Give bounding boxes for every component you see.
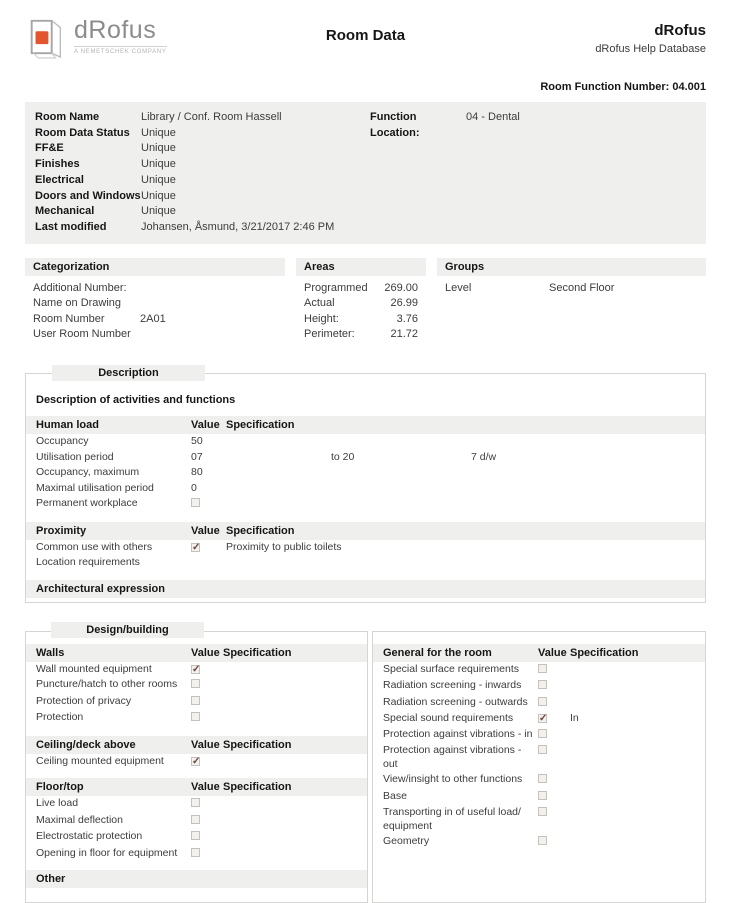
floor-row bbox=[26, 829, 367, 846]
row-label: Radiation screening - outwards bbox=[383, 696, 538, 710]
info-label: Room Name bbox=[35, 110, 141, 126]
field-label: Actual bbox=[304, 296, 335, 312]
row-label: Protection against vibrations - in bbox=[383, 728, 538, 742]
field-value: 3.76 bbox=[339, 312, 418, 328]
info-label: Room Data Status bbox=[35, 126, 141, 142]
human-load-table-header bbox=[26, 416, 705, 434]
room-function-number-value: 04.001 bbox=[672, 81, 706, 93]
row-spec: In bbox=[570, 712, 695, 726]
info-value: Johansen, Åsmund, 3/21/2017 2:46 PM bbox=[141, 220, 696, 236]
other-section-header: Other bbox=[26, 870, 367, 888]
field-label: Name on Drawing bbox=[33, 296, 140, 312]
row-value bbox=[538, 728, 570, 743]
general-row bbox=[373, 711, 705, 727]
row-value: 0 bbox=[191, 482, 226, 496]
specification-column-header: Specification bbox=[226, 525, 695, 537]
field-label: Additional Number: bbox=[33, 281, 140, 297]
field-value: 21.72 bbox=[355, 327, 418, 343]
room-summary-box bbox=[25, 102, 706, 244]
areas-header: Areas bbox=[296, 258, 426, 276]
row-value bbox=[191, 663, 223, 677]
floor-row bbox=[26, 813, 367, 830]
field-label: Programmed bbox=[304, 281, 368, 297]
row-label-line2: out bbox=[383, 758, 538, 772]
design-left-column bbox=[25, 631, 368, 903]
specification-column-header: Specification bbox=[570, 647, 695, 659]
checkbox bbox=[191, 696, 200, 705]
checkbox bbox=[191, 798, 200, 807]
checkbox bbox=[538, 729, 547, 738]
field-value: Second Floor bbox=[549, 281, 614, 297]
field-label: Perimeter: bbox=[304, 327, 355, 343]
row-label: Protection bbox=[36, 711, 191, 725]
drofus-logo-icon bbox=[25, 14, 67, 60]
checkbox bbox=[191, 498, 200, 507]
checkbox bbox=[538, 836, 547, 845]
row-value bbox=[538, 806, 570, 821]
areas-row bbox=[304, 327, 418, 343]
architectural-expression-header: Architectural expression bbox=[26, 580, 705, 598]
row-value bbox=[538, 696, 570, 711]
spec-frequency: 7 d/w bbox=[471, 451, 496, 465]
row-label: Live load bbox=[36, 797, 191, 811]
general-table-header bbox=[373, 644, 705, 662]
value-column-header: Value bbox=[191, 781, 223, 793]
field-value: 269.00 bbox=[368, 281, 418, 297]
info-row bbox=[35, 189, 696, 205]
row-value bbox=[538, 835, 570, 850]
specification-column-header: Specification bbox=[223, 647, 357, 659]
ceiling-table-header bbox=[26, 736, 367, 754]
table-title: Proximity bbox=[36, 525, 191, 537]
database-header bbox=[405, 14, 706, 55]
function-location bbox=[370, 110, 520, 141]
walls-row bbox=[26, 677, 367, 694]
function-location-label: Function Location: bbox=[370, 110, 466, 141]
groups-header: Groups bbox=[437, 258, 706, 276]
info-label: Finishes bbox=[35, 157, 141, 173]
row-label: Occupancy, maximum bbox=[36, 466, 191, 480]
info-value: Unique bbox=[141, 173, 696, 189]
checkbox bbox=[538, 680, 547, 689]
general-row bbox=[373, 678, 705, 695]
general-row bbox=[373, 662, 705, 679]
floor-row bbox=[26, 796, 367, 813]
info-value: Unique bbox=[141, 157, 696, 173]
row-value bbox=[191, 711, 223, 726]
checkbox bbox=[191, 848, 200, 857]
design-building-section bbox=[25, 631, 706, 903]
row-label: Radiation screening - inwards bbox=[383, 679, 538, 693]
specification-column-header: Specification bbox=[223, 781, 357, 793]
row-label-line1: Transporting in of useful load/ bbox=[383, 806, 538, 820]
row-label: Occupancy bbox=[36, 435, 191, 449]
human-load-row bbox=[26, 465, 705, 481]
info-value: Unique bbox=[141, 204, 696, 220]
info-row bbox=[35, 157, 696, 173]
categorization-column bbox=[25, 258, 285, 343]
areas-row bbox=[304, 281, 418, 297]
table-title: Floor/top bbox=[36, 781, 191, 793]
categorization-header: Categorization bbox=[25, 258, 285, 276]
row-label: Opening in floor for equipment bbox=[36, 847, 191, 861]
general-row bbox=[373, 695, 705, 712]
checkbox: ✓ bbox=[191, 543, 200, 552]
value-column-header: Value bbox=[191, 647, 223, 659]
checkbox: ✓ bbox=[191, 757, 200, 766]
table-title: Walls bbox=[36, 647, 191, 659]
checkbox bbox=[538, 745, 547, 754]
general-row bbox=[373, 772, 705, 789]
info-row bbox=[35, 110, 696, 126]
floor-table-header bbox=[26, 778, 367, 796]
table-title: Ceiling/deck above bbox=[36, 739, 191, 751]
row-label: Location requirements bbox=[36, 556, 191, 570]
description-section-tab: Description bbox=[52, 365, 205, 381]
row-value bbox=[191, 797, 223, 812]
design-building-section-tab: Design/building bbox=[51, 622, 204, 638]
info-row bbox=[35, 220, 696, 236]
row-label: Maximal deflection bbox=[36, 814, 191, 828]
checkbox bbox=[538, 791, 547, 800]
walls-table-header bbox=[26, 644, 367, 662]
row-label: Protection of privacy bbox=[36, 695, 191, 709]
info-label: FF&E bbox=[35, 141, 141, 157]
info-label: Mechanical bbox=[35, 204, 141, 220]
specification-column-header: Specification bbox=[223, 739, 357, 751]
report-header bbox=[25, 14, 706, 60]
walls-row bbox=[26, 662, 367, 678]
checkbox bbox=[538, 807, 547, 816]
checkbox: ✓ bbox=[191, 665, 200, 674]
row-spec: Proximity to public toilets bbox=[226, 541, 695, 555]
row-value: 80 bbox=[191, 466, 226, 480]
walls-row bbox=[26, 694, 367, 711]
general-row bbox=[373, 789, 705, 806]
groups-row bbox=[445, 281, 698, 297]
database-title: dRofus bbox=[405, 22, 706, 39]
row-value: 07 bbox=[191, 451, 226, 465]
field-label: Room Number bbox=[33, 312, 140, 328]
info-value: Unique bbox=[141, 141, 696, 157]
value-column-header: Value bbox=[538, 647, 570, 659]
areas-row bbox=[304, 296, 418, 312]
info-value: Library / Conf. Room Hassell bbox=[141, 110, 696, 126]
proximity-row bbox=[26, 555, 705, 571]
table-title: General for the room bbox=[383, 647, 538, 659]
areas-row bbox=[304, 312, 418, 328]
row-value bbox=[191, 830, 223, 845]
row-label: Permanent workplace bbox=[36, 497, 191, 511]
info-label: Electrical bbox=[35, 173, 141, 189]
info-row bbox=[35, 204, 696, 220]
row-label bbox=[383, 744, 538, 771]
room-function-number bbox=[25, 81, 706, 93]
value-column-header: Value bbox=[191, 525, 226, 537]
row-value bbox=[538, 744, 570, 759]
row-value bbox=[191, 847, 223, 862]
logo-text: dRofus bbox=[74, 18, 167, 43]
drofus-logo bbox=[25, 14, 326, 60]
row-value bbox=[191, 497, 226, 512]
categorization-row bbox=[33, 296, 277, 312]
human-load-row bbox=[26, 434, 705, 450]
row-label: Puncture/hatch to other rooms bbox=[36, 678, 191, 692]
field-value: 2A01 bbox=[140, 312, 166, 328]
categorization-row bbox=[33, 281, 277, 297]
logo-tagline: A NEMETSCHEK COMPANY bbox=[74, 46, 167, 55]
table-title: Human load bbox=[36, 419, 191, 431]
row-label: Utilisation period bbox=[36, 451, 191, 465]
row-value bbox=[191, 678, 223, 693]
row-label bbox=[383, 806, 538, 833]
general-row bbox=[373, 727, 705, 744]
general-row bbox=[373, 743, 705, 772]
row-label-line1: Protection against vibrations - bbox=[383, 744, 538, 758]
row-label: Wall mounted equipment bbox=[36, 663, 191, 677]
info-value: Unique bbox=[141, 189, 696, 205]
info-row bbox=[35, 173, 696, 189]
row-label: Special surface requirements bbox=[383, 663, 538, 677]
human-load-row bbox=[26, 450, 705, 466]
field-label: Level bbox=[445, 281, 549, 297]
checkbox: ✓ bbox=[538, 714, 547, 723]
row-value bbox=[191, 695, 223, 710]
spec-range: to 20 bbox=[331, 451, 354, 465]
general-row bbox=[373, 834, 705, 851]
row-label: Maximal utilisation period bbox=[36, 482, 191, 496]
field-label: User Room Number bbox=[33, 327, 140, 343]
row-label: Geometry bbox=[383, 835, 538, 849]
info-row bbox=[35, 126, 696, 142]
checkbox bbox=[538, 697, 547, 706]
row-value bbox=[538, 663, 570, 678]
row-label: Common use with others bbox=[36, 541, 191, 555]
info-row bbox=[35, 141, 696, 157]
walls-row bbox=[26, 710, 367, 727]
proximity-row bbox=[26, 540, 705, 556]
field-value: 26.99 bbox=[335, 296, 418, 312]
row-value bbox=[191, 541, 226, 555]
value-column-header: Value bbox=[191, 419, 226, 431]
categorization-row bbox=[33, 327, 277, 343]
categorization-row bbox=[33, 312, 277, 328]
function-location-value: 04 - Dental bbox=[466, 110, 520, 141]
row-label: Special sound requirements bbox=[383, 712, 538, 726]
proximity-table-header bbox=[26, 522, 705, 540]
general-row bbox=[373, 805, 705, 834]
row-value bbox=[191, 755, 223, 769]
row-value bbox=[191, 814, 223, 829]
row-label: Ceiling mounted equipment bbox=[36, 755, 191, 769]
info-label: Doors and Windows bbox=[35, 189, 141, 205]
description-subtitle: Description of activities and functions bbox=[26, 384, 705, 416]
specification-column-header: Specification bbox=[226, 419, 695, 431]
design-right-column bbox=[372, 631, 706, 903]
human-load-row bbox=[26, 496, 705, 513]
info-label: Last modified bbox=[35, 220, 141, 236]
row-value bbox=[538, 790, 570, 805]
checkbox bbox=[191, 712, 200, 721]
info-value: Unique bbox=[141, 126, 696, 142]
row-value bbox=[538, 773, 570, 788]
human-load-row bbox=[26, 481, 705, 497]
row-label: Electrostatic protection bbox=[36, 830, 191, 844]
row-value bbox=[538, 712, 570, 726]
checkbox bbox=[191, 831, 200, 840]
areas-column bbox=[296, 258, 426, 343]
row-value: 50 bbox=[191, 435, 226, 449]
checkbox bbox=[538, 664, 547, 673]
groups-column bbox=[437, 258, 706, 343]
row-label: Base bbox=[383, 790, 538, 804]
description-section bbox=[25, 373, 706, 603]
categorization-areas-groups bbox=[25, 258, 706, 343]
field-label: Height: bbox=[304, 312, 339, 328]
row-value bbox=[538, 679, 570, 694]
room-function-number-label: Room Function Number: bbox=[540, 81, 669, 93]
row-label-line2: equipment bbox=[383, 820, 538, 834]
value-column-header: Value bbox=[191, 739, 223, 751]
ceiling-row bbox=[26, 754, 367, 770]
logo-text-block bbox=[74, 14, 167, 55]
page-title: Room Data bbox=[326, 14, 405, 44]
database-subtitle: dRofus Help Database bbox=[405, 43, 706, 55]
checkbox bbox=[538, 774, 547, 783]
checkbox bbox=[191, 815, 200, 824]
checkbox bbox=[191, 679, 200, 688]
row-label: View/insight to other functions bbox=[383, 773, 538, 787]
